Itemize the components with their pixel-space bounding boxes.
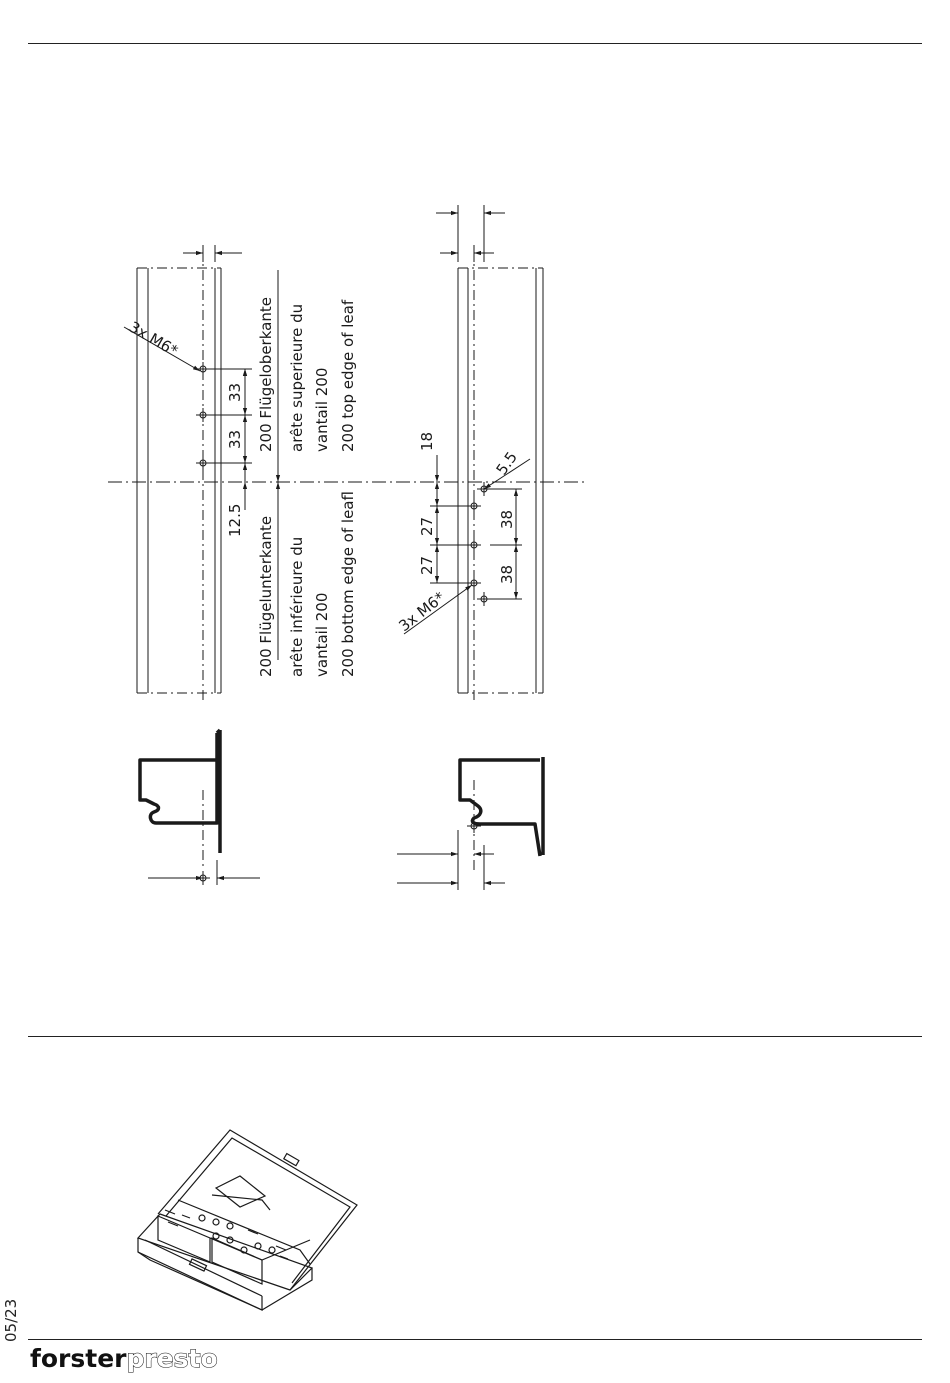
leaf-profile-elevation <box>137 245 242 700</box>
top-edge-label-fr-1: arête superieure du <box>288 303 306 452</box>
brand-logo <box>30 1344 218 1374</box>
bottom-edge-label-en: 200 bottom edge of leafl <box>339 491 357 677</box>
frame-dim-27-a: 27 <box>418 516 436 536</box>
bottom-edge-label-de: 200 Flügelunterkante <box>257 515 275 677</box>
frame-dim-5-5: 5.5 <box>492 448 521 479</box>
leaf-dim-33-b: 33 <box>226 429 244 449</box>
frame-profile-elevation <box>436 205 543 700</box>
frame-dim-27-b: 27 <box>418 555 436 575</box>
frame-holes <box>467 482 491 606</box>
top-edge-label-fr-2: vantail 200 <box>313 367 331 452</box>
brand-logo-part1: forster <box>30 1344 127 1373</box>
bottom-edge-label-fr-2: vantail 200 <box>313 592 331 677</box>
brand-logo-part2: presto <box>126 1344 218 1373</box>
frame-dim-18: 18 <box>418 431 436 451</box>
tool-case-illustration <box>138 1130 357 1310</box>
frame-dim-38-a: 38 <box>498 509 516 529</box>
drawing-text <box>126 297 521 677</box>
top-edge-label-en: 200 top edge of leaf <box>339 299 357 452</box>
bottom-edge-label-fr-1: arête inférieure du <box>288 536 306 677</box>
frame-cross-section <box>460 757 543 856</box>
leaf-mount-label: 3x M6* <box>126 317 182 361</box>
leaf-dim-12-5: 12.5 <box>226 503 244 537</box>
leaf-cross-section <box>140 730 220 853</box>
edition-date: 05/23 <box>2 1298 20 1342</box>
frame-dim-38-b: 38 <box>498 564 516 584</box>
frame-mount-label: 3x M6* <box>395 588 449 636</box>
leaf-dim-33-a: 33 <box>226 382 244 402</box>
top-edge-label-de: 200 Flügeloberkante <box>257 297 275 452</box>
